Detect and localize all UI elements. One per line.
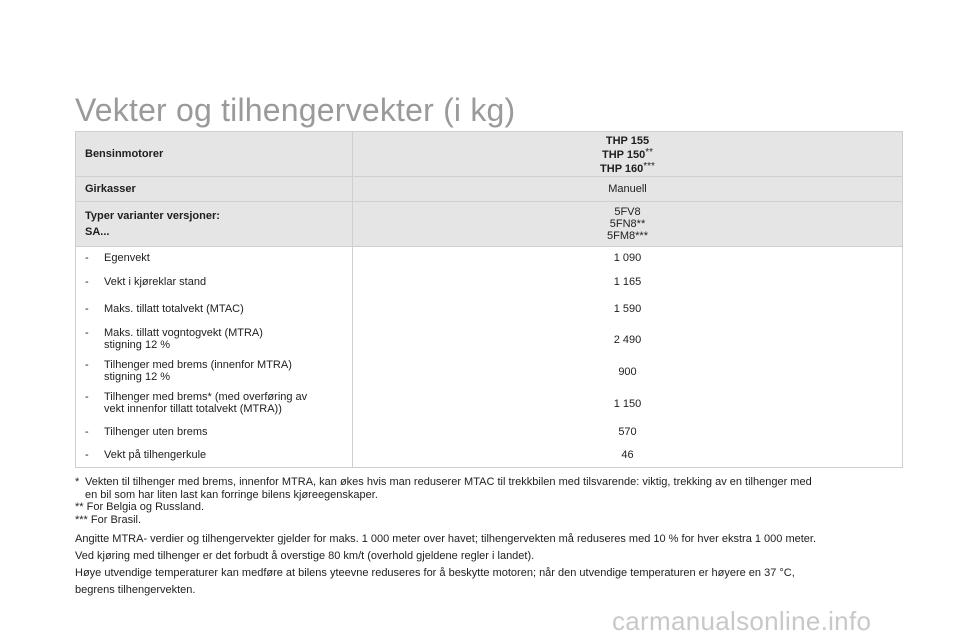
watermark: carmanualsonline.info xyxy=(612,606,872,636)
variants-values: 5FV8 5FN8** 5FM8*** xyxy=(353,202,903,247)
weight-value: 46 xyxy=(621,449,634,461)
weights-labels xyxy=(76,247,353,468)
weight-value: 1 090 xyxy=(613,252,642,264)
engine-value-3: THP 160*** xyxy=(600,161,655,175)
footnote-1: * Vekten til tilhenger med brems, innenfor MTRA, kan økes hvis man reduserer MTAC til trekkbilen med tilsvarende: viktig, trekking av en tilhenger med en bil som har liten last kan forringe bilens kjøreegenskaper. xyxy=(75,476,812,501)
weight-value: 1 590 xyxy=(613,303,642,315)
weight-value: 1 150 xyxy=(613,398,642,410)
weight-row-label: - Tilhenger med brems (innenfor MTRA) stigning 12 % xyxy=(85,359,292,383)
gearbox-row xyxy=(76,177,903,202)
footnotes xyxy=(75,476,915,599)
variants-row xyxy=(76,202,903,247)
engine-value-2: THP 150** xyxy=(601,147,653,161)
weight-row-label: - Maks. tillatt vogntogvekt (MTRA) stigning 12 % xyxy=(85,327,263,351)
note: Ved kjøring med tilhenger er det forbudt å overstige 80 km/t (overhold gjeldene regler i landet). xyxy=(75,550,535,562)
weight-value: 570 xyxy=(618,425,637,438)
note: Angitte MTRA- verdier og tilhengervekter gjelder for maks. 1 000 meter over havet; tilhengervekten må reduseres med 10 % for hver ekstra 1 000 meter. xyxy=(75,533,817,545)
gearbox-label: Girkasser xyxy=(76,177,353,202)
note: begrens tilhengervekten. xyxy=(75,584,196,596)
weights-table xyxy=(75,131,903,468)
engine-value-1: THP 155 xyxy=(605,135,650,147)
weight-value: 900 xyxy=(618,366,637,378)
weight-value: 2 490 xyxy=(613,334,642,346)
engine-label: Bensinmotorer xyxy=(76,132,353,177)
engine-row xyxy=(76,132,903,177)
variants-label: Typer varianter versjoner: SA... xyxy=(76,202,353,247)
weight-row-label: - Maks. tillatt totalvekt (MTAC) xyxy=(85,303,244,315)
gearbox-value: Manuell xyxy=(353,177,903,202)
weight-row-label: - Tilhenger med brems* (med overføring av vekt innenfor tillatt totalvekt (MTRA)) xyxy=(85,391,308,415)
weight-row-label: - Egenvekt xyxy=(85,252,150,264)
footnote-3: *** For Brasil. xyxy=(75,513,142,526)
page-title: Vekter og tilhengervekter (i kg) xyxy=(75,92,516,128)
engine-values xyxy=(353,132,903,177)
note: Høye utvendige temperaturer kan medføre at bilens yteevne reduseres for å beskytte motoren; når den utvendige temperaturen er høyere en 37 °C, xyxy=(75,567,795,579)
weight-row-label: - Vekt i kjøreklar stand xyxy=(85,275,207,288)
weight-value: 1 165 xyxy=(613,275,642,288)
weight-row-label: - Vekt på tilhengerkule xyxy=(85,449,207,461)
weights-body-row xyxy=(76,247,903,468)
weight-row-label: - Tilhenger uten brems xyxy=(85,425,208,438)
footnote-2: ** For Belgia og Russland. xyxy=(75,501,205,513)
weights-values xyxy=(353,247,903,468)
notes xyxy=(75,531,915,599)
